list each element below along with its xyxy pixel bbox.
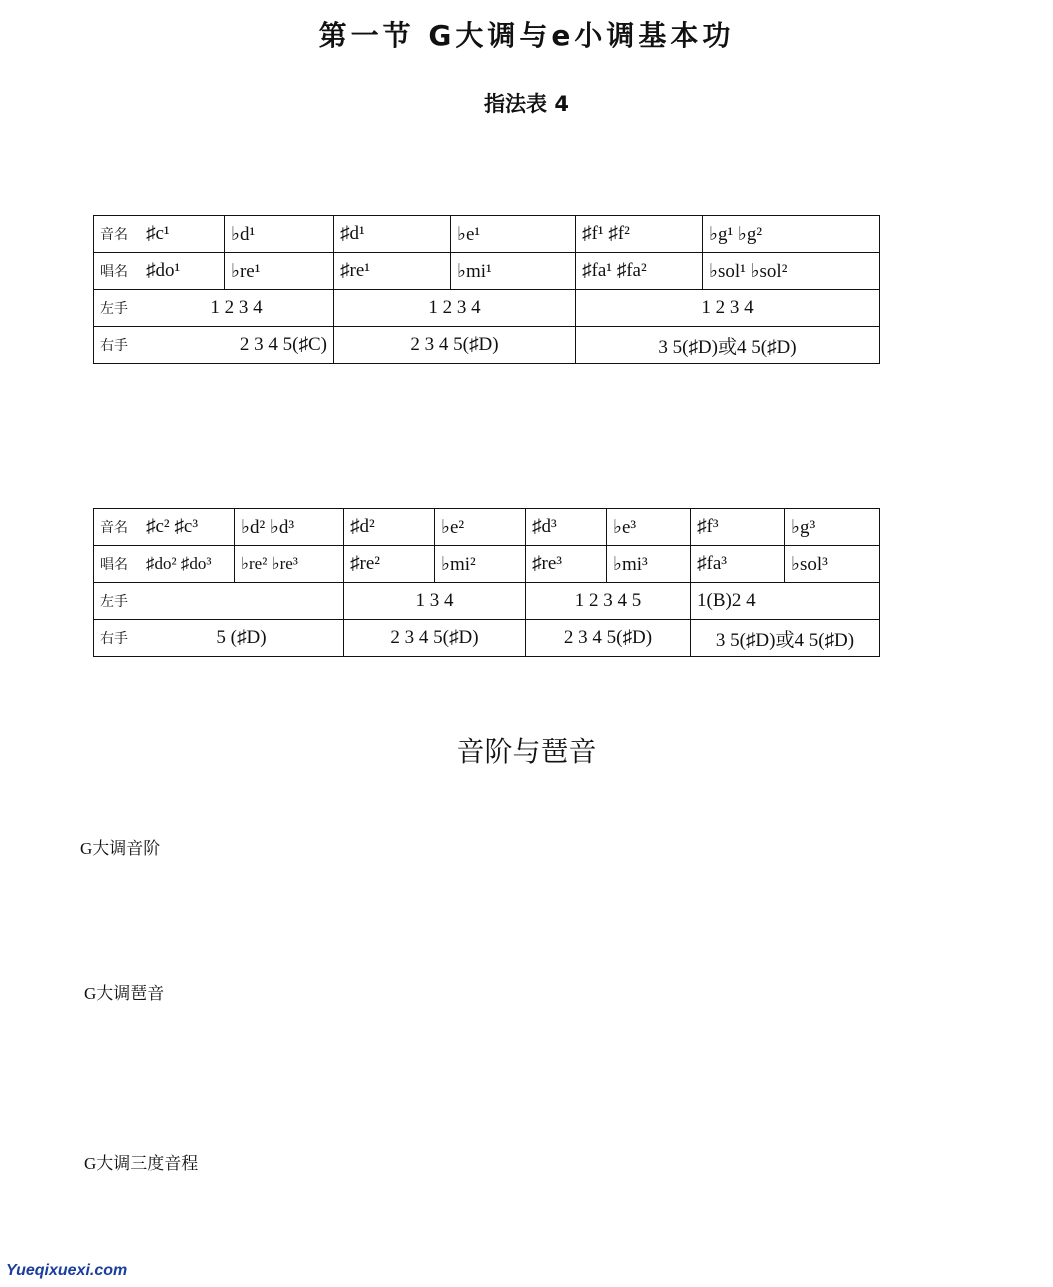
table-row xyxy=(94,290,880,327)
row-label-left-hand: 左手 xyxy=(94,290,141,327)
table-cell: ♯re¹ xyxy=(334,253,451,290)
time-signature: C xyxy=(104,878,119,903)
table-cell: ♯re² xyxy=(344,546,435,583)
fingering-table-1 xyxy=(93,215,880,364)
svg-text:♯: ♯ xyxy=(522,418,532,442)
table-cell: ♭re² ♭re³ xyxy=(235,546,344,583)
table-cell: 3 5(♯D)或4 5(♯D) xyxy=(576,327,880,364)
table-cell: 2 3 4 5(♯D) xyxy=(526,620,691,657)
treble-clef-icon: 𝄞 xyxy=(38,863,72,928)
svg-text:♯: ♯ xyxy=(135,422,145,446)
table-cell: 1 3 4 xyxy=(344,583,526,620)
svg-text:♭: ♭ xyxy=(222,194,232,218)
svg-text:♭: ♭ xyxy=(606,408,616,432)
key-signature-sharp: ♯ xyxy=(88,865,97,886)
fingering-chart-title: 指法表 4 xyxy=(484,92,569,116)
table-cell: ♭g³ xyxy=(785,509,880,546)
table-cell: ♭e² xyxy=(435,509,526,546)
watermark: Yueqixuexi.com xyxy=(6,1262,128,1279)
svg-text:♭: ♭ xyxy=(704,143,714,167)
svg-text:♯: ♯ xyxy=(134,203,144,227)
svg-text:♭: ♭ xyxy=(230,449,240,473)
table-cell: ♭e³ xyxy=(607,509,691,546)
table-cell: ♯f¹ ♯f² xyxy=(576,216,703,253)
table-row xyxy=(94,583,880,620)
table-cell: ♯do² ♯do³ xyxy=(140,546,235,583)
svg-text:♯: ♯ xyxy=(576,149,586,173)
table-cell: ♭sol¹ ♭sol² xyxy=(703,253,880,290)
table-cell: ♯c¹ xyxy=(140,216,225,253)
svg-text:♯: ♯ xyxy=(332,198,342,222)
table-cell: ♯d² xyxy=(344,509,435,546)
table-cell: ♯d³ xyxy=(526,509,607,546)
treble-clef-icon: 𝄞 xyxy=(101,159,136,227)
table-cell: ♭e¹ xyxy=(451,216,576,253)
table-cell: 1 2 3 4 xyxy=(576,290,880,327)
table-cell: ♭d¹ xyxy=(225,216,334,253)
table-cell: ♯c² ♯c³ xyxy=(140,509,235,546)
table-cell: 2 3 4 5(♯D) xyxy=(334,327,576,364)
table-cell: ♭mi³ xyxy=(607,546,691,583)
table-row xyxy=(94,509,880,546)
key-signature-sharp: ♯ xyxy=(88,1023,97,1044)
row-label-changming: 唱名 xyxy=(94,546,141,583)
staff-caption: G大调琶音 xyxy=(84,984,165,1003)
time-signature: C xyxy=(104,1206,119,1231)
row-label-changming: 唱名 xyxy=(94,253,141,290)
table-cell: ♭re¹ xyxy=(225,253,334,290)
svg-text:♯: ♯ xyxy=(686,405,696,429)
staff-caption: G大调三度音程 xyxy=(84,1154,199,1173)
table-row xyxy=(94,253,880,290)
table-row xyxy=(94,546,880,583)
row-label-right-hand: 右手 xyxy=(94,620,141,657)
key-signature-sharp: ♯ xyxy=(88,1193,97,1214)
section-title: 音阶与琶音 xyxy=(456,735,597,768)
row-label-yinming: 音名 xyxy=(94,509,141,546)
table-row xyxy=(94,327,880,364)
svg-text:♯: ♯ xyxy=(576,181,586,205)
treble-clef-icon: 𝄞 xyxy=(38,1021,72,1086)
table-cell: ♯fa³ xyxy=(691,546,785,583)
table-cell: 2 3 4 5(♯D) xyxy=(344,620,526,657)
svg-text:♭: ♭ xyxy=(704,177,714,201)
row-label-yinming: 音名 xyxy=(94,216,141,253)
table-cell: 1 2 3 4 xyxy=(140,290,334,327)
table-cell: ♯fa¹ ♯fa² xyxy=(576,253,703,290)
table-cell: 1 2 3 4 xyxy=(334,290,576,327)
table-cell: ♭mi² xyxy=(435,546,526,583)
table-cell: ♭sol³ xyxy=(785,546,880,583)
row-label-left-hand: 左手 xyxy=(94,583,141,620)
svg-text:♭: ♭ xyxy=(230,415,240,439)
treble-clef-icon: 𝄞 xyxy=(101,452,136,520)
table-cell: ♯re³ xyxy=(526,546,607,583)
fingering-table-2 xyxy=(93,508,880,657)
table-cell: 2 3 4 5(♯C) xyxy=(140,327,334,364)
table-cell: ♯f³ xyxy=(691,509,785,546)
svg-text:♭: ♭ xyxy=(432,442,442,466)
table-cell: 3 5(♯D)或4 5(♯D) xyxy=(691,620,880,657)
svg-text:♯: ♯ xyxy=(135,454,145,478)
page-title: 第一节 G大调与e小调基本功 xyxy=(318,19,735,52)
svg-text:♭: ♭ xyxy=(784,396,794,420)
table-cell: 5 (♯D) xyxy=(140,620,344,657)
table-row xyxy=(94,216,880,253)
time-signature: C xyxy=(104,1036,119,1061)
table-cell: ♯d¹ xyxy=(334,216,451,253)
table-row xyxy=(94,620,880,657)
table-cell xyxy=(140,583,344,620)
table-cell: ♭d² ♭d³ xyxy=(235,509,344,546)
svg-text:♭: ♭ xyxy=(450,188,460,212)
table-cell: ♭g¹ ♭g² xyxy=(703,216,880,253)
row-label-right-hand: 右手 xyxy=(94,327,141,364)
table-cell: 1(B)2 4 xyxy=(691,583,880,620)
staff-caption: G大调音阶 xyxy=(80,839,161,858)
treble-clef-icon: 𝄞 xyxy=(38,1191,72,1256)
table-cell: ♭mi¹ xyxy=(451,253,576,290)
table-cell: ♯do¹ xyxy=(140,253,225,290)
svg-text:♯: ♯ xyxy=(342,451,352,475)
table-cell: 1 2 3 4 5 xyxy=(526,583,691,620)
